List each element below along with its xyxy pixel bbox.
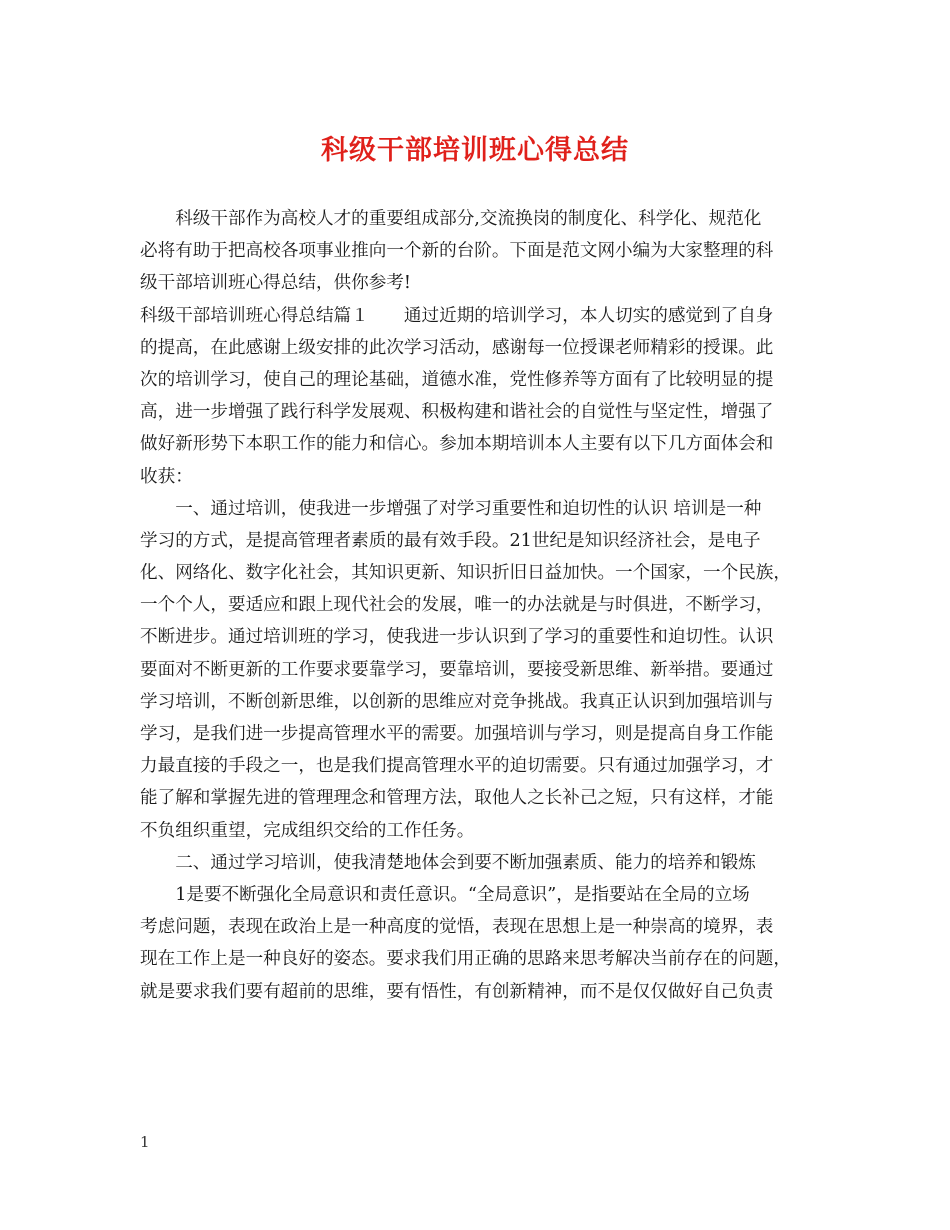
page-number: 1 [140,1133,150,1151]
body-line: 高，进一步增强了践行科学发展观、积极构建和谐社会的自觉性与坚定性，增强了 [140,402,774,423]
body-line: 不断进步。通过培训班的学习，使我进一步认识到了学习的重要性和迫切性。认识 [140,627,774,648]
body-line: 收获： [140,466,193,487]
body-line: 学习的方式，是提高管理者素质的最有效手段。21世纪是知识经济社会，是电子 [140,530,761,551]
body-line: 学习培训，不断创新思维，以创新的思维应对竞争挑战。我真正认识到加强培训与 [140,691,774,712]
body-line: 不负组织重望，完成组织交给的工作任务。 [140,820,475,841]
body-line: 现在工作上是一种良好的姿态。要求我们用正确的思路来思考解决当前存在的问题， [140,949,791,970]
body-line: 级干部培训班心得总结，供你参考! [140,273,411,294]
body-line: 考虑问题，表现在政治上是一种高度的觉悟，表现在思想上是一种崇高的境界，表 [140,917,774,938]
body-line: 力最直接的手段之一，也是我们提高管理水平的迫切需要。只有通过加强学习，才 [140,756,774,777]
body-line: 学习，是我们进一步提高管理水平的需要。加强培训与学习，则是提高自身工作能 [140,724,774,744]
body-line: 1是要不断强化全局意识和责任意识。“全局意识”，是指要站在全局的立场 [140,884,750,905]
body-line: 要面对不断更新的工作要求要靠学习，要靠培训，要接受新思维、新举措。要通过 [140,659,774,680]
document-title: 科级干部培训班心得总结 [321,135,629,166]
body-line: 科级干部培训班心得总结篇１ 通过近期的培训学习，本人切实的感觉到了自身 [140,305,774,326]
document-body [140,203,812,1008]
body-line: 做好新形势下本职工作的能力和信心。参加本期培训本人主要有以下几方面体会和 [140,434,774,455]
body-line: 的提高，在此感谢上级安排的此次学习活动，感谢每一位授课老师精彩的授课。此 [140,337,774,358]
body-line: 一个个人，要适应和跟上现代社会的发展，唯一的办法就是与时俱进，不断学习， [140,595,774,616]
body-line: 能了解和掌握先进的管理理念和管理方法，取他人之长补己之短，只有这样，才能 [140,788,774,809]
body-line: 一、通过培训，使我进一步增强了对学习重要性和迫切性的认识 培训是一种 [140,498,762,519]
body-line: 必将有助于把高校各项事业推向一个新的台阶。下面是范文网小编为大家整理的科 [140,241,774,262]
body-line: 科级干部作为高校人才的重要组成部分,交流换岗的制度化、科学化、规范化 [140,209,762,229]
body-line: 次的培训学习，使自己的理论基础，道德水准，党性修养等方面有了比较明显的提 [140,369,774,390]
body-line: 二、通过学习培训，使我清楚地体会到要不断加强素质、能力的培养和锻炼 [140,852,756,873]
body-line: 就是要求我们要有超前的思维，要有悟性，有创新精神，而不是仅仅做好自己负责 [140,981,774,1002]
body-line: 化、网络化、数字化社会，其知识更新、知识折旧日益加快。一个国家，一个民族， [140,563,791,584]
